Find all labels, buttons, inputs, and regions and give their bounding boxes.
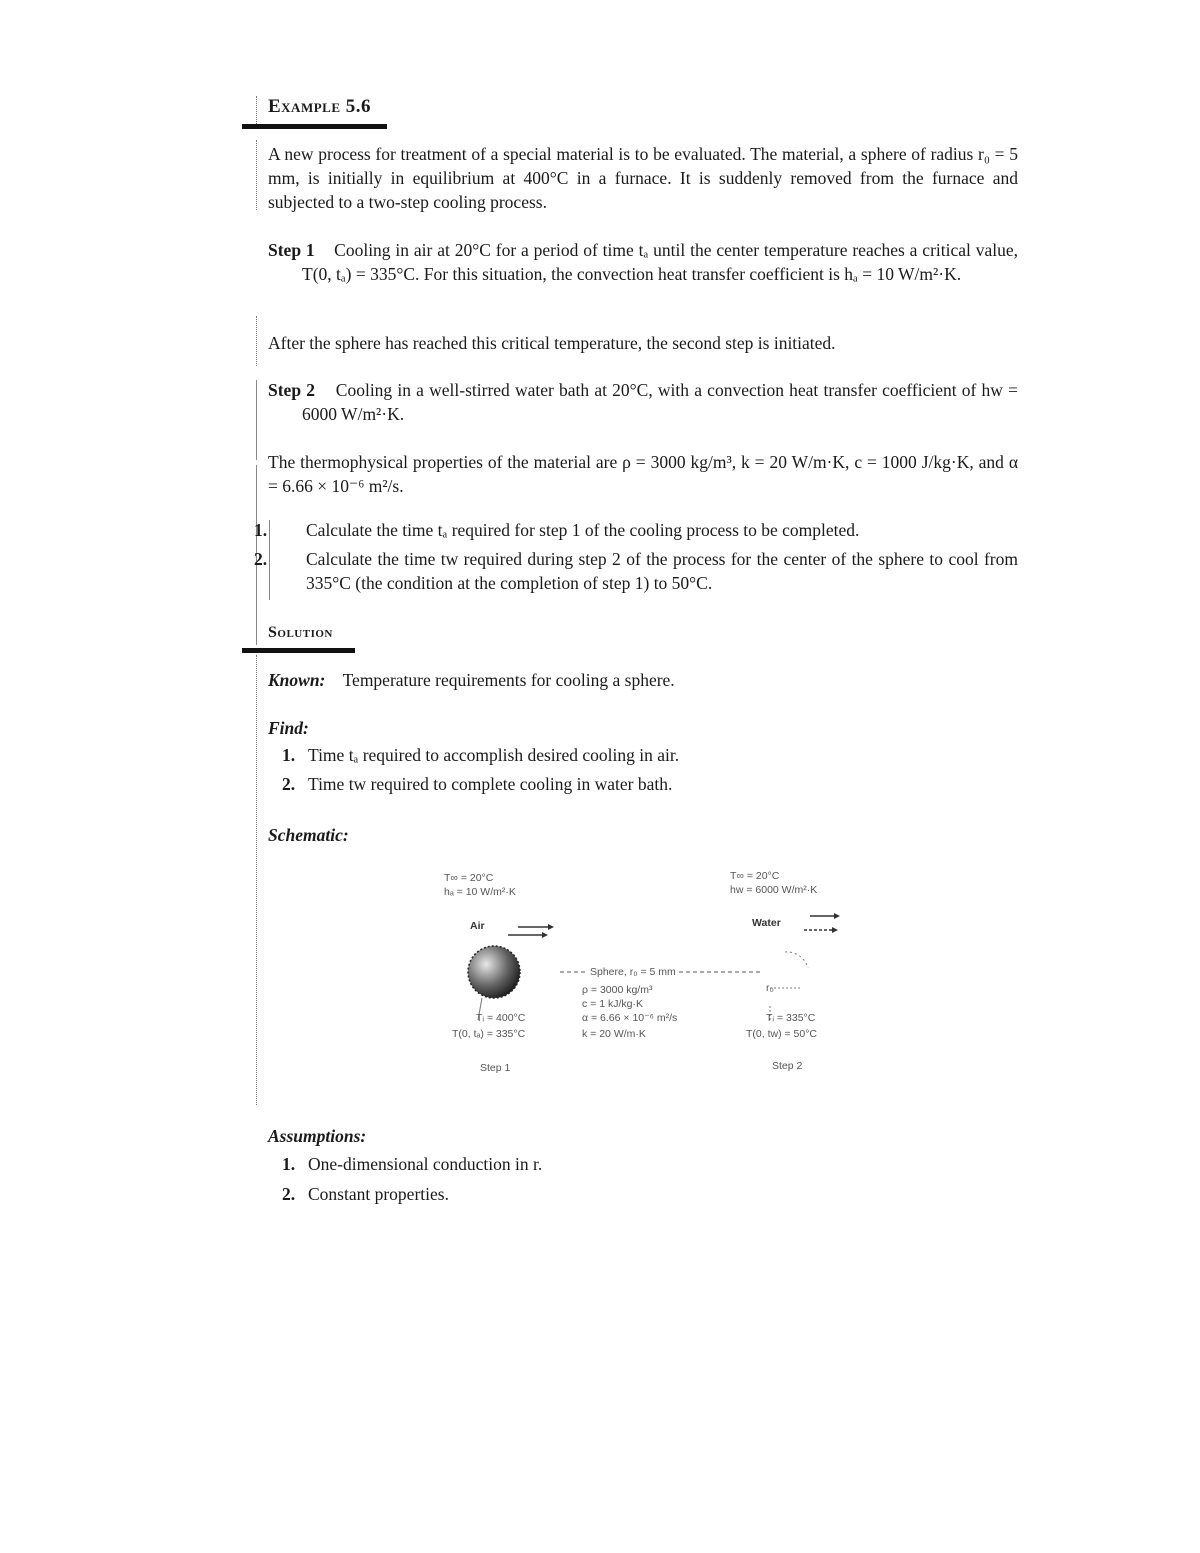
water-h: hw = 6000 W/m²·K xyxy=(730,884,818,896)
margin-rule xyxy=(269,520,270,600)
example-title: Example 5.6 xyxy=(268,96,372,117)
assumptions-label: Assumptions: xyxy=(268,1126,367,1146)
air-tinf: T∞ = 20°C xyxy=(444,872,494,884)
known-label: Known: xyxy=(268,670,326,690)
arrowhead-icon xyxy=(548,924,554,930)
heading-rule xyxy=(242,124,387,129)
radius-label: r₀ xyxy=(766,982,774,994)
schematic-label: Schematic: xyxy=(268,825,349,845)
schematic-figure xyxy=(430,860,870,1090)
step2-caption: Step 2 xyxy=(772,1060,803,1072)
after-text: After the sphere has reached this critical temperature, the second step is initiated. xyxy=(268,333,836,353)
solution-title: Solution xyxy=(268,624,333,641)
conductivity-label: k = 20 W/m·K xyxy=(582,1028,646,1040)
step1-label: Step 1 xyxy=(268,240,315,260)
heading-rule xyxy=(242,648,355,653)
question-number: 2. xyxy=(254,549,268,569)
assumption-number: 2. xyxy=(282,1184,296,1204)
water-tinf: T∞ = 20°C xyxy=(730,870,780,882)
margin-rule xyxy=(256,380,257,460)
find-number: 1. xyxy=(282,745,296,765)
find-label: Find: xyxy=(268,718,309,738)
step2-label: Step 2 xyxy=(268,380,316,400)
find-text: Time tₐ required to accomplish desired cooling in air. xyxy=(308,745,680,765)
density-label: ρ = 3000 kg/m³ xyxy=(582,984,653,996)
question-text: Calculate the time tw required during step 2 of the process for the center of the sphere to cool from 335°C (the condition at the completion of step 1) to 50°C. xyxy=(306,549,1018,593)
assumption-item xyxy=(282,1182,1002,1206)
margin-rule xyxy=(256,140,257,210)
question-item xyxy=(254,547,1018,595)
step1-text: Cooling in air at 20°C for a period of time tₐ until the center temperature reaches a critical value, T(0, tₐ) = 335°C. For this situation, the convection heat transfer coefficient is hₐ = 10 W/m²·K. xyxy=(302,240,1019,284)
step2-block xyxy=(268,378,1018,426)
specific-heat-label: c = 1 kJ/kg·K xyxy=(582,998,643,1010)
step1-caption: Step 1 xyxy=(480,1062,511,1074)
question-number: 1. xyxy=(254,520,268,540)
question-text: Calculate the time tₐ required for step 1 of the cooling process to be completed. xyxy=(306,520,860,540)
initial-temp-step2: Tᵢ = 335°C xyxy=(766,1012,816,1024)
step1-block xyxy=(268,238,1018,286)
arrowhead-icon xyxy=(832,927,838,933)
sphere-label: Sphere, r₀ = 5 mm xyxy=(590,966,676,978)
find-number: 2. xyxy=(282,774,296,794)
assumption-text: One-dimensional conduction in r. xyxy=(308,1154,543,1174)
margin-rule xyxy=(256,655,257,1105)
initial-temp-step1: Tᵢ = 400°C xyxy=(476,1012,526,1024)
margin-rule xyxy=(256,316,257,366)
find-item xyxy=(282,743,1002,767)
find-item xyxy=(282,772,1002,796)
air-h: hₐ = 10 W/m²·K xyxy=(444,886,516,898)
sphere-step2-icon xyxy=(785,952,808,968)
known-block xyxy=(268,668,1018,692)
assumption-number: 1. xyxy=(282,1154,296,1174)
step2-text: Cooling in a well-stirred water bath at 20°C, with a convection heat transfer coefficient of hw = 6000 W/m²·K. xyxy=(302,380,1019,424)
arrowhead-icon xyxy=(542,932,548,938)
assumption-text: Constant properties. xyxy=(308,1184,449,1204)
center-temp-step2: T(0, tw) = 50°C xyxy=(746,1028,818,1040)
question-item xyxy=(254,518,1018,542)
problem-intro: A new process for treatment of a special material is to be evaluated. The material, a sphere of radius r₀ = 5 mm, is initially in equilibrium at 400°C in a furnace. It is suddenly removed from the furnace and subjected to a two-step cooling process. xyxy=(268,144,1018,212)
margin-rule xyxy=(256,96,257,126)
air-label: Air xyxy=(470,920,485,932)
center-temp-step1: T(0, tₐ) = 335°C xyxy=(452,1028,526,1040)
diffusivity-label: α = 6.66 × 10⁻⁶ m²/s xyxy=(582,1012,678,1024)
water-label: Water xyxy=(752,917,781,929)
known-text: Temperature requirements for cooling a sphere. xyxy=(342,670,675,690)
find-text: Time tw required to complete cooling in water bath. xyxy=(308,774,673,794)
assumption-item xyxy=(282,1152,1002,1176)
properties-text: The thermophysical properties of the material are ρ = 3000 kg/m³, k = 20 W/m·K, c = 1000 J/kg·K, and α = 6.66 × 10⁻⁶ m²/s. xyxy=(268,452,1018,496)
arrowhead-icon xyxy=(834,913,840,919)
